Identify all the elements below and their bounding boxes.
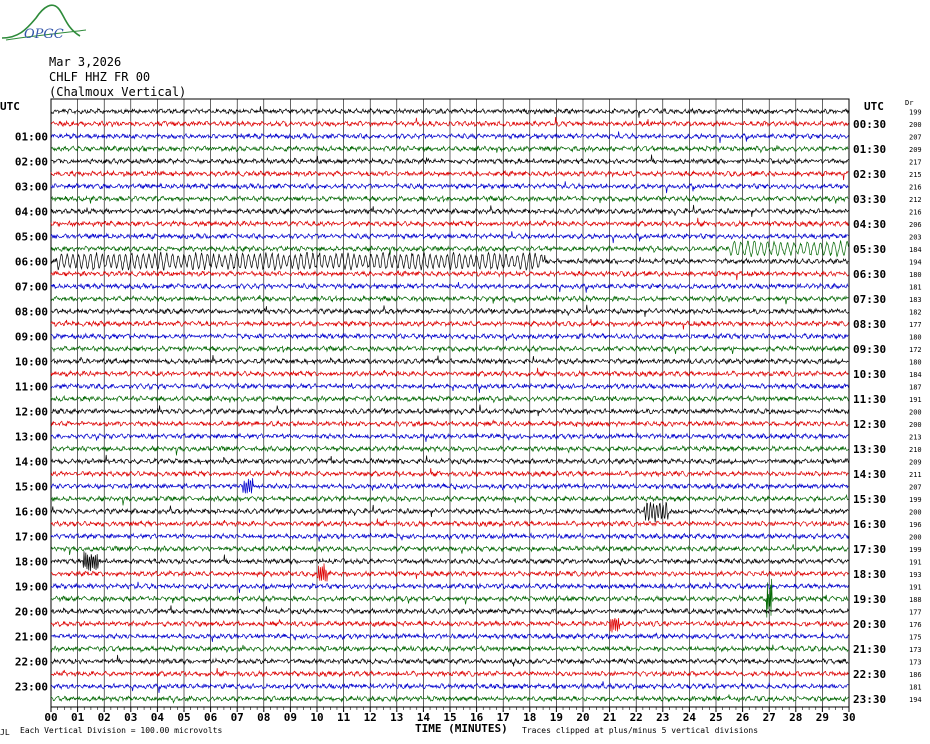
logo-text: OPGC [24,27,64,42]
x-tick-label: 24 [682,711,697,724]
left-time-label: 03:00 [14,180,48,194]
right-value-label: 213 [909,433,922,442]
right-value-label: 177 [909,320,922,329]
right-value-label: 181 [909,683,922,692]
left-time-label: 08:00 [14,305,48,319]
right-time-label: 18:30 [853,567,887,581]
right-time-label: 06:30 [853,267,887,281]
left-time-label: 07:00 [14,280,48,294]
left-time-label: 09:00 [14,330,48,344]
right-value-label: 177 [909,608,922,617]
x-tick-label: 19 [549,711,564,724]
right-time-label: 09:30 [853,342,887,356]
x-tick-label: 26 [735,711,750,724]
scale-note: Each Vertical Division = 100.00 microvolts [20,726,223,735]
right-time-label: 00:30 [853,117,887,131]
right-value-label: 199 [909,545,922,554]
x-tick-label: 11 [336,711,351,724]
right-value-label: 191 [909,583,922,592]
right-time-label: 23:30 [853,692,887,706]
clip-note: Traces clipped at plus/minus 5 vertical divisions [522,726,759,735]
left-time-label: 17:00 [14,530,48,544]
right-value-label: 200 [909,408,922,417]
right-time-label: 01:30 [853,142,887,156]
left-time-label: 16:00 [14,505,48,519]
x-tick-label: 02 [97,711,111,724]
x-tick-label: 23 [656,711,670,724]
right-value-label: 182 [909,308,922,317]
x-tick-label: 17 [496,711,510,724]
right-value-label: 217 [909,158,922,167]
right-time-label: 05:30 [853,242,887,256]
right-value-label: 210 [909,445,922,454]
left-time-label: 04:00 [14,205,48,219]
right-value-label: 215 [909,170,922,179]
right-time-label: 21:30 [853,642,887,656]
right-value-label: 209 [909,458,922,467]
left-time-label: 19:00 [14,580,48,594]
right-time-label: 12:30 [853,417,887,431]
right-value-label: 200 [909,508,922,517]
left-time-label: 13:00 [14,430,48,444]
right-time-label: 02:30 [853,167,887,181]
x-tick-label: 05 [177,711,191,724]
x-tick-label: 07 [230,711,244,724]
right-value-label: 181 [909,283,922,292]
x-tick-label: 22 [629,711,643,724]
right-time-label: 07:30 [853,292,887,306]
x-tick-label: 08 [257,711,271,724]
left-time-label: 01:00 [14,130,48,144]
x-tick-label: 29 [815,711,830,724]
x-axis-title: TIME (MINUTES) [415,722,508,735]
left-time-label: 20:00 [14,605,48,619]
right-value-label: 184 [909,370,922,379]
right-time-label: 17:30 [853,542,887,556]
x-tick-label: 04 [150,711,165,724]
right-time-label: 20:30 [853,617,887,631]
left-time-label: 05:00 [14,230,48,244]
right-time-label: 14:30 [853,467,887,481]
left-time-label: 18:00 [14,555,48,569]
left-time-label: 15:00 [14,480,48,494]
right-value-label: 199 [909,495,922,504]
right-time-label: 19:30 [853,592,887,606]
x-tick-label: 06 [203,711,218,724]
left-time-label: 23:00 [14,680,48,694]
corner-mark: JL [0,728,10,737]
left-time-label: 12:00 [14,405,48,419]
right-value-label: 187 [909,383,922,392]
right-value-label: 207 [909,133,922,142]
x-tick-label: 09 [283,711,298,724]
right-value-label: 188 [909,595,922,604]
right-time-label: 22:30 [853,667,887,681]
right-value-label: 203 [909,233,922,242]
right-time-label: 15:30 [853,492,887,506]
right-value-label: 172 [909,345,922,354]
right-time-label: 04:30 [853,217,887,231]
right-value-label: 209 [909,145,922,154]
right-value-label: 194 [909,258,922,267]
x-tick-label: 14 [416,711,431,724]
right-value-label: 191 [909,395,922,404]
right-value-label: 176 [909,620,922,629]
right-time-label: 11:30 [853,392,887,406]
x-tick-label: 27 [762,711,776,724]
left-time-label: 10:00 [14,355,48,369]
right-value-label: 191 [909,558,922,567]
left-time-label: 22:00 [14,655,48,669]
right-time-label: 10:30 [853,367,887,381]
right-value-label: 216 [909,183,922,192]
x-tick-label: 15 [443,711,457,724]
left-time-label: 02:00 [14,155,48,169]
header-station: CHLF HHZ FR 00 [49,70,151,84]
x-tick-label: 20 [576,711,590,724]
right-value-label: 173 [909,658,922,667]
right-value-label: 175 [909,633,922,642]
left-time-label: 11:00 [14,380,48,394]
right-value-label: 200 [909,533,922,542]
x-tick-label: 12 [363,711,377,724]
right-value-label: 206 [909,220,922,229]
x-tick-label: 25 [709,711,723,724]
right-value-label: 211 [909,470,922,479]
x-tick-label: 21 [602,711,617,724]
right-value-label: 180 [909,358,922,367]
right-value-label: 180 [909,333,922,342]
right-value-label: 193 [909,570,922,579]
right-time-label: 08:30 [853,317,887,331]
x-tick-label: 01 [70,711,85,724]
right-time-label: 16:30 [853,517,887,531]
left-time-label: 21:00 [14,630,48,644]
right-column-title: Dr [905,99,914,107]
right-time-label: 13:30 [853,442,887,456]
header-date: Mar 3,2026 [49,55,122,69]
right-value-label: 186 [909,670,922,679]
right-time-label: 03:30 [853,192,887,206]
right-value-label: 216 [909,208,922,217]
right-value-label: 199 [909,108,922,117]
left-time-label: 14:00 [14,455,48,469]
right-value-label: 194 [909,695,922,704]
x-tick-label: 13 [390,711,404,724]
right-value-label: 200 [909,120,922,129]
x-tick-label: 30 [842,711,856,724]
x-tick-label: 00 [44,711,58,724]
right-value-label: 196 [909,520,922,529]
right-value-label: 207 [909,483,922,492]
x-tick-label: 16 [469,711,484,724]
left-time-label: 06:00 [14,255,48,269]
right-value-label: 183 [909,295,922,304]
x-tick-label: 03 [124,711,138,724]
x-tick-label: 28 [789,711,803,724]
header-station-name: (Chalmoux Vertical) [49,85,187,99]
right-value-label: 180 [909,270,922,279]
right-value-label: 200 [909,420,922,429]
right-axis-title: UTC [864,100,884,113]
x-tick-label: 10 [310,711,324,724]
right-value-label: 173 [909,645,922,654]
right-value-label: 184 [909,245,922,254]
left-axis-title: UTC [0,100,20,113]
right-value-label: 212 [909,195,922,204]
x-tick-label: 18 [523,711,537,724]
